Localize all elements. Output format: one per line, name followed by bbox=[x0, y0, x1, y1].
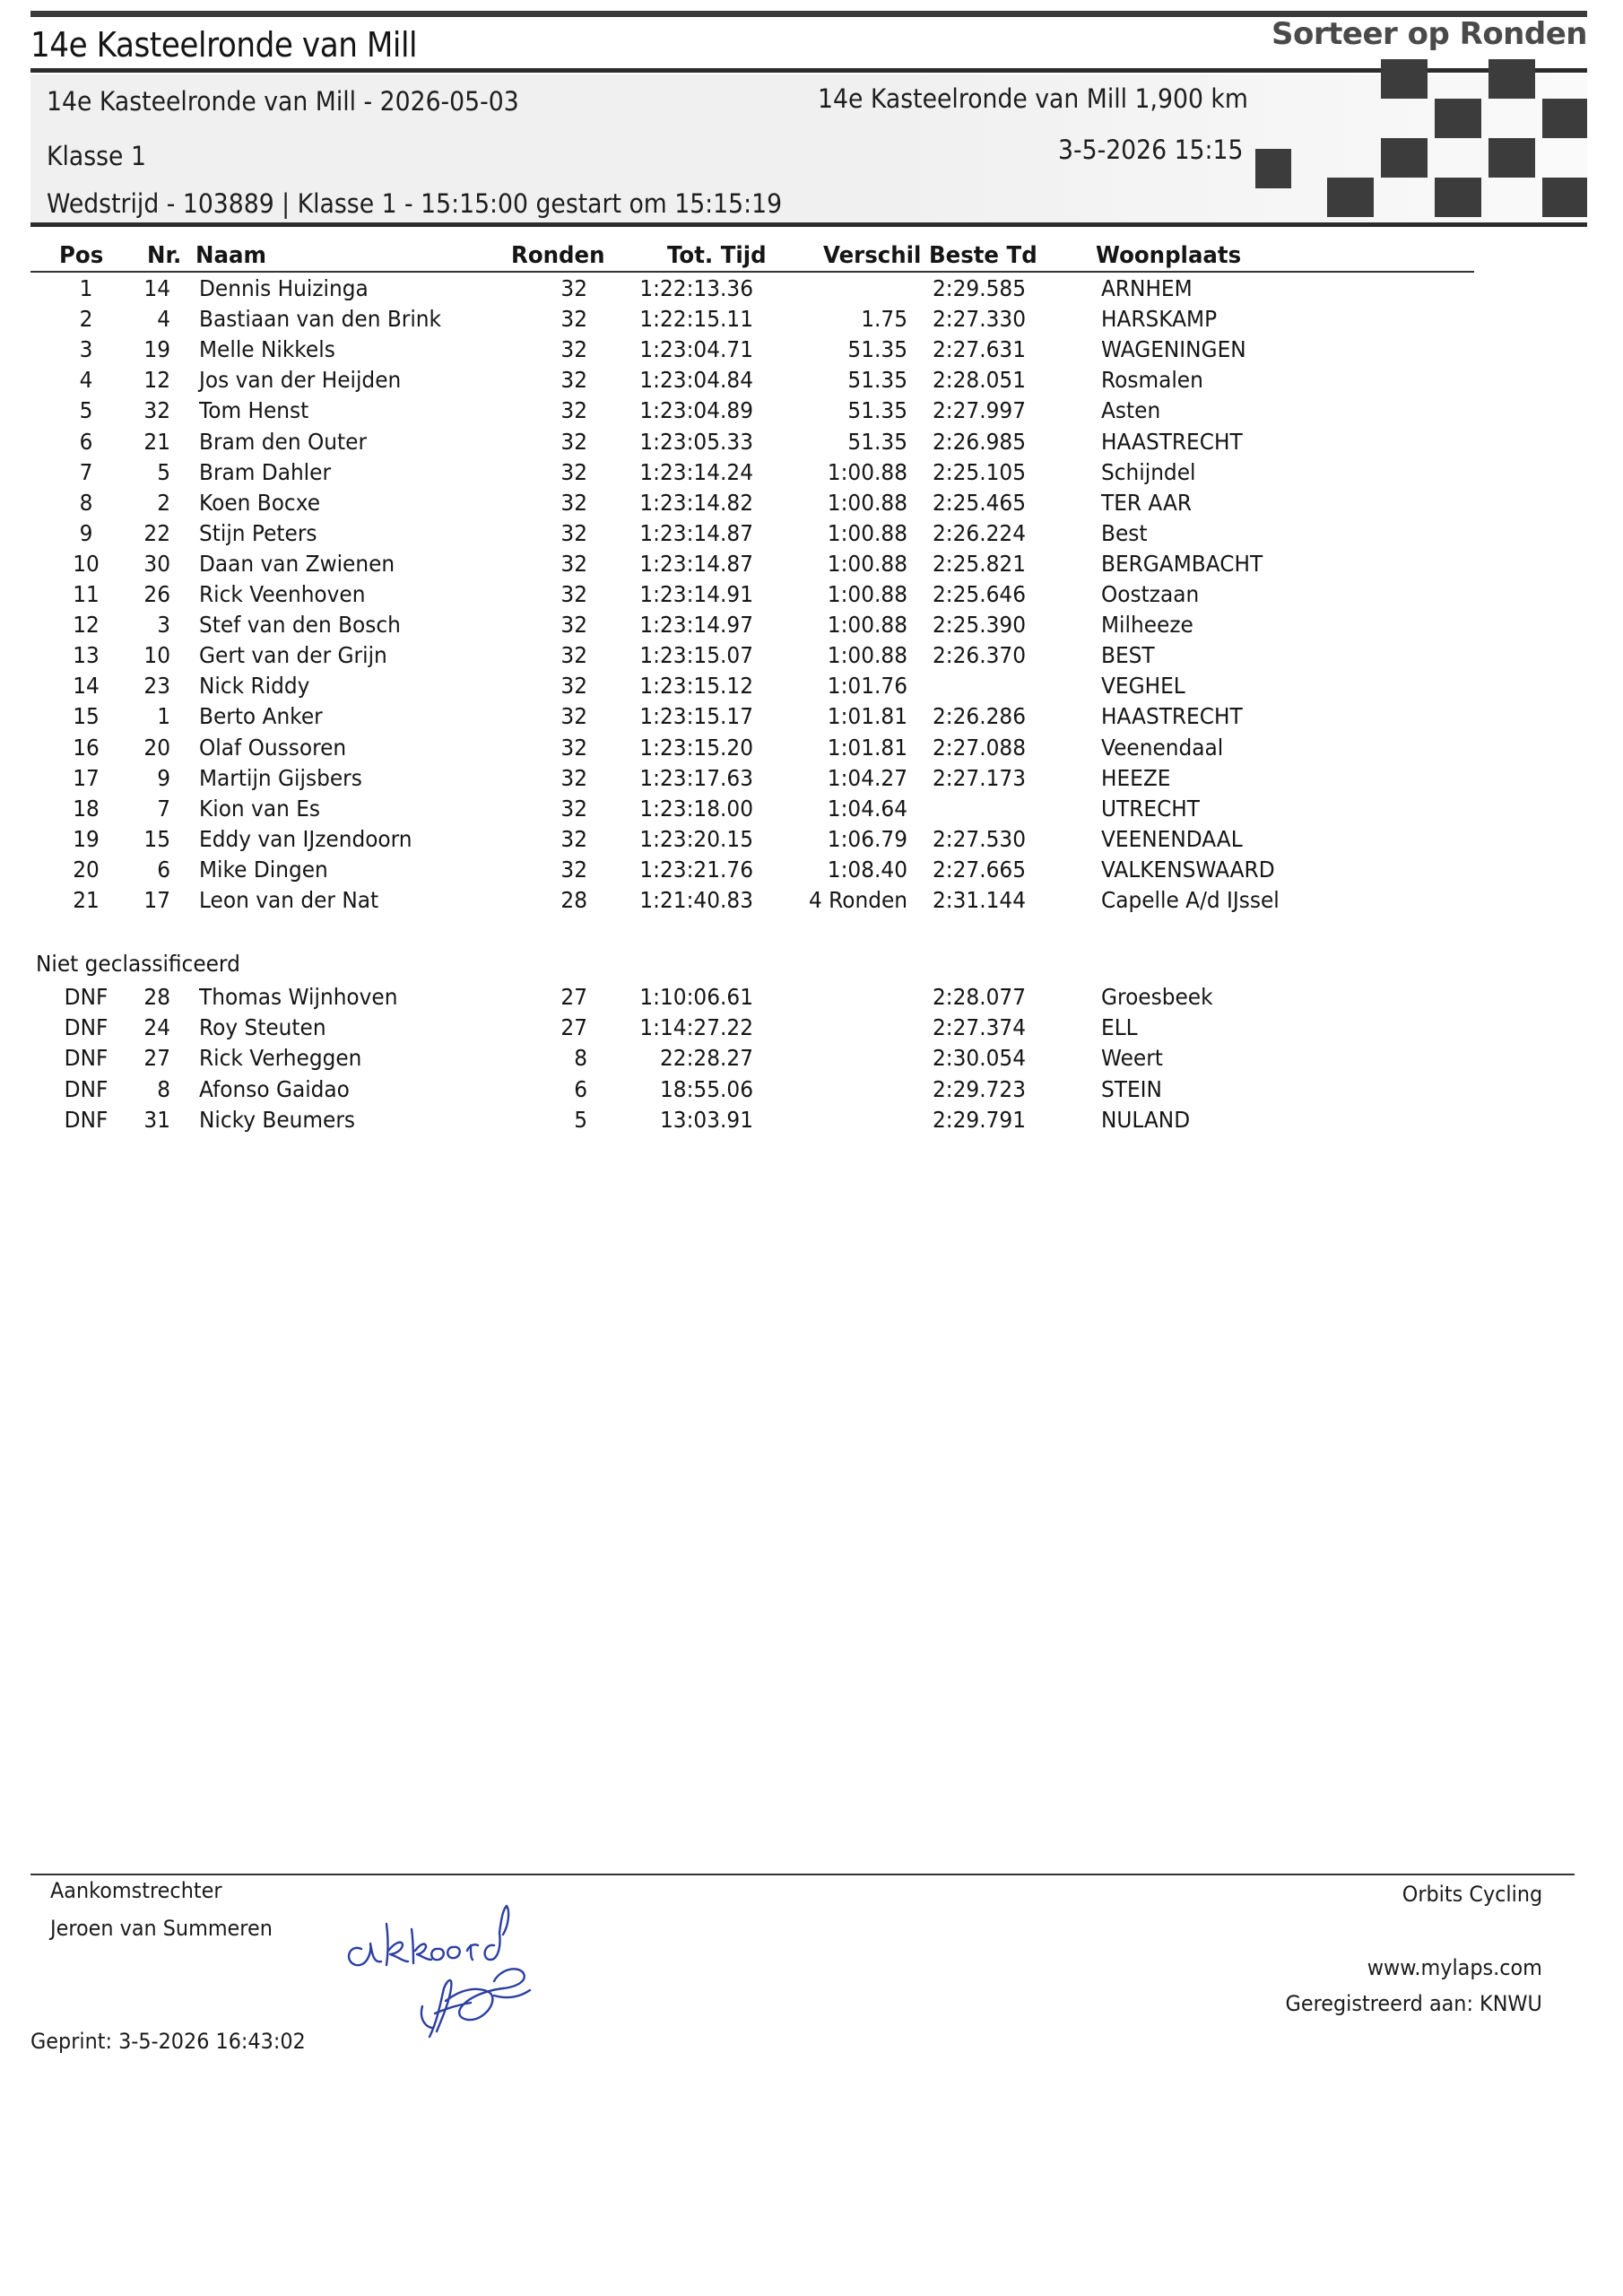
cell-woonplaats: HARSKAMP bbox=[1101, 306, 1218, 333]
cell-ronden: 32 bbox=[560, 489, 587, 516]
cell-nr: 15 bbox=[143, 825, 170, 852]
cell-naam: Kion van Es bbox=[199, 795, 320, 822]
cell-tot-tijd: 1:23:21.76 bbox=[639, 856, 753, 883]
cell-nr: 21 bbox=[143, 428, 170, 455]
cell-ronden: 27 bbox=[560, 984, 587, 1010]
cell-tot-tijd: 1:23:04.71 bbox=[639, 336, 753, 363]
distance-line: 14e Kasteelronde van Mill 1,900 km bbox=[818, 83, 1248, 114]
cell-nr: 5 bbox=[157, 458, 170, 485]
cell-verschil: 1:00.88 bbox=[827, 458, 907, 485]
cell-nr: 7 bbox=[157, 795, 170, 822]
cell-nr: 12 bbox=[143, 367, 170, 394]
cell-woonplaats: Rosmalen bbox=[1101, 367, 1203, 394]
cell-nr: 27 bbox=[143, 1045, 170, 1072]
cell-beste-td: 2:26.224 bbox=[933, 519, 1026, 546]
cell-verschil: 1:01.81 bbox=[827, 703, 907, 730]
cell-tot-tijd: 1:23:20.15 bbox=[639, 825, 753, 852]
cell-naam: Stef van den Bosch bbox=[199, 612, 401, 639]
cell-woonplaats: Oostzaan bbox=[1101, 581, 1200, 607]
cell-pos: 17 bbox=[73, 764, 100, 791]
cell-nr: 2 bbox=[157, 489, 170, 516]
cell-pos: 9 bbox=[79, 519, 93, 546]
page-title: 14e Kasteelronde van Mill bbox=[30, 25, 418, 65]
flag-square bbox=[1435, 178, 1481, 217]
cell-pos: 1 bbox=[79, 275, 93, 301]
cell-beste-td: 2:29.791 bbox=[933, 1106, 1026, 1133]
cell-ronden: 32 bbox=[560, 397, 587, 424]
cell-verschil: 51.35 bbox=[847, 336, 907, 363]
cell-pos: 5 bbox=[79, 397, 93, 424]
cell-tot-tijd: 1:23:14.97 bbox=[639, 612, 753, 639]
cell-beste-td: 2:27.665 bbox=[933, 856, 1026, 883]
cell-beste-td: 2:28.077 bbox=[933, 984, 1026, 1010]
event-line: 14e Kasteelronde van Mill - 2026-05-03 bbox=[47, 86, 519, 117]
header-rule bbox=[30, 271, 1474, 273]
cell-woonplaats: ARNHEM bbox=[1101, 275, 1193, 301]
cell-verschil: 1:04.27 bbox=[827, 764, 907, 791]
cell-ronden: 27 bbox=[560, 1014, 587, 1041]
col-header-tot-tijd: Tot. Tijd bbox=[667, 242, 767, 269]
cell-ronden: 32 bbox=[560, 428, 587, 455]
cell-pos: 20 bbox=[73, 856, 100, 883]
cell-ronden: 32 bbox=[560, 612, 587, 639]
banner-rule bbox=[30, 222, 1587, 227]
cell-verschil: 1:01.81 bbox=[827, 734, 907, 761]
cell-tot-tijd: 1:23:14.82 bbox=[639, 489, 753, 516]
cell-woonplaats: Capelle A/d IJssel bbox=[1101, 887, 1280, 913]
cell-ronden: 5 bbox=[574, 1106, 587, 1133]
cell-tot-tijd: 1:21:40.83 bbox=[639, 887, 753, 913]
col-header-pos: Pos bbox=[59, 242, 104, 269]
cell-naam: Olaf Oussoren bbox=[199, 734, 347, 761]
checkered-flag-icon bbox=[1255, 59, 1587, 222]
cell-naam: Daan van Zwienen bbox=[199, 550, 395, 577]
cell-naam: Thomas Wijnhoven bbox=[199, 984, 398, 1010]
cell-verschil: 1:01.76 bbox=[827, 673, 907, 700]
cell-pos: 18 bbox=[73, 795, 100, 822]
cell-nr: 10 bbox=[143, 642, 170, 669]
cell-beste-td: 2:27.997 bbox=[933, 397, 1026, 424]
cell-beste-td: 2:30.054 bbox=[933, 1045, 1026, 1072]
cell-tot-tijd: 1:23:14.24 bbox=[639, 458, 753, 485]
cell-naam: Dennis Huizinga bbox=[199, 275, 369, 301]
cell-verschil: 1:08.40 bbox=[827, 856, 907, 883]
col-header-ronden: Ronden bbox=[511, 242, 605, 269]
cell-naam: Nick Riddy bbox=[199, 673, 310, 700]
cell-tot-tijd: 1:23:14.87 bbox=[639, 550, 753, 577]
cell-pos: 16 bbox=[73, 734, 100, 761]
cell-woonplaats: Schijndel bbox=[1101, 458, 1196, 485]
cell-ronden: 32 bbox=[560, 825, 587, 852]
cell-pos: 12 bbox=[73, 612, 100, 639]
cell-woonplaats: UTRECHT bbox=[1101, 795, 1200, 822]
cell-naam: Afonso Gaidao bbox=[199, 1075, 350, 1102]
cell-nr: 4 bbox=[157, 306, 170, 333]
cell-naam: Tom Henst bbox=[199, 397, 309, 424]
cell-ronden: 32 bbox=[560, 581, 587, 607]
race-datetime: 3-5-2026 15:15 bbox=[1058, 135, 1244, 165]
cell-ronden: 8 bbox=[574, 1045, 587, 1072]
cell-pos: 14 bbox=[73, 673, 100, 700]
cell-woonplaats: Milheeze bbox=[1101, 612, 1193, 639]
cell-beste-td: 2:29.723 bbox=[933, 1075, 1026, 1102]
flag-square bbox=[1381, 138, 1428, 178]
cell-verschil: 4 Ronden bbox=[808, 887, 907, 913]
cell-pos: 4 bbox=[79, 367, 93, 394]
cell-pos: 7 bbox=[79, 458, 93, 485]
sort-mode-label: Sorteer op Ronden bbox=[1271, 16, 1587, 52]
cell-beste-td: 2:27.088 bbox=[933, 734, 1026, 761]
cell-beste-td: 2:27.530 bbox=[933, 825, 1026, 852]
cell-ronden: 32 bbox=[560, 703, 587, 730]
cell-ronden: 32 bbox=[560, 642, 587, 669]
cell-ronden: 32 bbox=[560, 458, 587, 485]
cell-tot-tijd: 1:23:15.07 bbox=[639, 642, 753, 669]
cell-nr: 1 bbox=[157, 703, 170, 730]
cell-tot-tijd: 1:23:18.00 bbox=[639, 795, 753, 822]
col-header-verschil: Verschil bbox=[823, 242, 922, 269]
cell-woonplaats: BERGAMBACHT bbox=[1101, 550, 1263, 577]
cell-pos: 11 bbox=[73, 581, 100, 607]
cell-beste-td: 2:25.821 bbox=[933, 550, 1026, 577]
cell-tot-tijd: 1:23:15.17 bbox=[639, 703, 753, 730]
cell-verschil: 1:00.88 bbox=[827, 550, 907, 577]
cell-ronden: 32 bbox=[560, 367, 587, 394]
cell-pos: DNF bbox=[64, 1106, 108, 1133]
col-header-beste-td: Beste Td bbox=[929, 242, 1037, 269]
cell-tot-tijd: 1:23:15.20 bbox=[639, 734, 753, 761]
cell-beste-td: 2:25.390 bbox=[933, 612, 1026, 639]
cell-pos: 15 bbox=[73, 703, 100, 730]
handwritten-signature bbox=[336, 1879, 605, 2058]
cell-tot-tijd: 1:14:27.22 bbox=[639, 1014, 753, 1041]
cell-verschil: 1:00.88 bbox=[827, 489, 907, 516]
cell-ronden: 32 bbox=[560, 764, 587, 791]
cell-verschil: 1:00.88 bbox=[827, 519, 907, 546]
cell-nr: 17 bbox=[143, 887, 170, 913]
cell-naam: Leon van der Nat bbox=[199, 887, 379, 913]
cell-nr: 3 bbox=[157, 612, 170, 639]
cell-beste-td: 2:25.646 bbox=[933, 581, 1026, 607]
cell-woonplaats: STEIN bbox=[1101, 1075, 1162, 1102]
cell-ronden: 32 bbox=[560, 306, 587, 333]
cell-woonplaats: Groesbeek bbox=[1101, 984, 1213, 1010]
cell-tot-tijd: 1:10:06.61 bbox=[639, 984, 753, 1010]
cell-naam: Martijn Gijsbers bbox=[199, 764, 362, 791]
cell-pos: 10 bbox=[73, 550, 100, 577]
cell-pos: 2 bbox=[79, 306, 93, 333]
cell-tot-tijd: 1:22:13.36 bbox=[639, 275, 753, 301]
cell-woonplaats: HEEZE bbox=[1101, 764, 1171, 791]
cell-woonplaats: Weert bbox=[1101, 1045, 1163, 1072]
cell-verschil: 1.75 bbox=[861, 306, 907, 333]
cell-pos: 13 bbox=[73, 642, 100, 669]
race-info-line: Wedstrijd - 103889 | Klasse 1 - 15:15:00 gestart om 15:15:19 bbox=[47, 188, 783, 219]
cell-naam: Bram Dahler bbox=[199, 458, 332, 485]
col-header-nr: Nr. bbox=[147, 242, 182, 269]
cell-nr: 31 bbox=[143, 1106, 170, 1133]
cell-woonplaats: VALKENSWAARD bbox=[1101, 856, 1275, 883]
cell-woonplaats: HAASTRECHT bbox=[1101, 703, 1243, 730]
cell-woonplaats: Asten bbox=[1101, 397, 1161, 424]
cell-naam: Eddy van IJzendoorn bbox=[199, 825, 412, 852]
print-timestamp: Geprint: 3-5-2026 16:43:02 bbox=[30, 2029, 306, 2054]
company-name: Orbits Cycling bbox=[1402, 1882, 1542, 1907]
cell-woonplaats: BEST bbox=[1101, 642, 1155, 669]
cell-naam: Koen Bocxe bbox=[199, 489, 321, 516]
cell-verschil: 51.35 bbox=[847, 428, 907, 455]
cell-ronden: 32 bbox=[560, 856, 587, 883]
judge-name: Jeroen van Summeren bbox=[50, 1916, 273, 1941]
registration-line: Geregistreerd aan: KNWU bbox=[1285, 1991, 1542, 2016]
cell-pos: 6 bbox=[79, 428, 93, 455]
cell-woonplaats: VEGHEL bbox=[1101, 673, 1185, 700]
cell-ronden: 32 bbox=[560, 734, 587, 761]
cell-beste-td: 2:28.051 bbox=[933, 367, 1026, 394]
cell-verschil: 1:00.88 bbox=[827, 581, 907, 607]
cell-nr: 32 bbox=[143, 397, 170, 424]
flag-square bbox=[1435, 99, 1481, 138]
cell-naam: Gert van der Grijn bbox=[199, 642, 387, 669]
flag-square bbox=[1488, 59, 1535, 99]
cell-naam: Berto Anker bbox=[199, 703, 323, 730]
col-header-woonplaats: Woonplaats bbox=[1096, 242, 1242, 269]
cell-beste-td: 2:27.374 bbox=[933, 1014, 1026, 1041]
cell-naam: Bastiaan van den Brink bbox=[199, 306, 442, 333]
cell-woonplaats: HAASTRECHT bbox=[1101, 428, 1243, 455]
cell-verschil: 51.35 bbox=[847, 397, 907, 424]
cell-pos: 8 bbox=[79, 489, 93, 516]
cell-nr: 28 bbox=[143, 984, 170, 1010]
flag-square bbox=[1255, 149, 1291, 188]
cell-naam: Rick Verheggen bbox=[199, 1045, 362, 1072]
cell-woonplaats: TER AAR bbox=[1101, 489, 1193, 516]
cell-ronden: 32 bbox=[560, 275, 587, 301]
flag-square bbox=[1381, 59, 1428, 99]
cell-naam: Melle Nikkels bbox=[199, 336, 335, 363]
cell-tot-tijd: 1:23:17.63 bbox=[639, 764, 753, 791]
cell-beste-td: 2:31.144 bbox=[933, 887, 1026, 913]
cell-nr: 20 bbox=[143, 734, 170, 761]
cell-nr: 8 bbox=[157, 1075, 170, 1102]
cell-beste-td: 2:25.465 bbox=[933, 489, 1026, 516]
cell-nr: 19 bbox=[143, 336, 170, 363]
cell-verschil: 51.35 bbox=[847, 367, 907, 394]
cell-ronden: 32 bbox=[560, 795, 587, 822]
cell-pos: 3 bbox=[79, 336, 93, 363]
cell-pos: DNF bbox=[64, 1014, 108, 1041]
cell-woonplaats: NULAND bbox=[1101, 1106, 1191, 1133]
cell-woonplaats: ELL bbox=[1101, 1014, 1138, 1041]
cell-nr: 24 bbox=[143, 1014, 170, 1041]
cell-ronden: 32 bbox=[560, 550, 587, 577]
cell-beste-td: 2:29.585 bbox=[933, 275, 1026, 301]
cell-nr: 6 bbox=[157, 856, 170, 883]
cell-naam: Jos van der Heijden bbox=[199, 367, 402, 394]
cell-tot-tijd: 1:23:05.33 bbox=[639, 428, 753, 455]
cell-tot-tijd: 1:23:15.12 bbox=[639, 673, 753, 700]
cell-pos: DNF bbox=[64, 1075, 108, 1102]
unclassified-heading: Niet geclassificeerd bbox=[36, 951, 240, 977]
cell-verschil: 1:00.88 bbox=[827, 612, 907, 639]
cell-beste-td: 2:26.286 bbox=[933, 703, 1026, 730]
cell-pos: 19 bbox=[73, 825, 100, 852]
col-header-naam: Naam bbox=[195, 242, 266, 269]
cell-verschil: 1:04.64 bbox=[827, 795, 907, 822]
cell-verschil: 1:00.88 bbox=[827, 642, 907, 669]
cell-ronden: 6 bbox=[574, 1075, 587, 1102]
cell-ronden: 28 bbox=[560, 887, 587, 913]
cell-nr: 9 bbox=[157, 764, 170, 791]
cell-pos: DNF bbox=[64, 984, 108, 1010]
flag-square bbox=[1327, 178, 1374, 217]
cell-tot-tijd: 22:28.27 bbox=[660, 1045, 753, 1072]
cell-pos: DNF bbox=[64, 1045, 108, 1072]
cell-beste-td: 2:27.330 bbox=[933, 306, 1026, 333]
cell-tot-tijd: 1:23:04.89 bbox=[639, 397, 753, 424]
cell-woonplaats: VEENENDAAL bbox=[1101, 825, 1243, 852]
cell-naam: Mike Dingen bbox=[199, 856, 328, 883]
cell-beste-td: 2:27.173 bbox=[933, 764, 1026, 791]
cell-tot-tijd: 1:23:14.87 bbox=[639, 519, 753, 546]
cell-tot-tijd: 13:03.91 bbox=[660, 1106, 753, 1133]
cell-woonplaats: Veenendaal bbox=[1101, 734, 1224, 761]
cell-ronden: 32 bbox=[560, 336, 587, 363]
cell-ronden: 32 bbox=[560, 519, 587, 546]
cell-tot-tijd: 1:22:15.11 bbox=[639, 306, 753, 333]
footer-rule bbox=[30, 1874, 1575, 1875]
cell-nr: 30 bbox=[143, 550, 170, 577]
cell-naam: Nicky Beumers bbox=[199, 1106, 356, 1133]
cell-naam: Bram den Outer bbox=[199, 428, 368, 455]
cell-pos: 21 bbox=[73, 887, 100, 913]
cell-woonplaats: WAGENINGEN bbox=[1101, 336, 1246, 363]
cell-beste-td: 2:26.985 bbox=[933, 428, 1026, 455]
class-line: Klasse 1 bbox=[47, 141, 146, 171]
website: www.mylaps.com bbox=[1367, 1955, 1542, 1980]
flag-square bbox=[1488, 138, 1535, 178]
cell-tot-tijd: 18:55.06 bbox=[660, 1075, 753, 1102]
cell-nr: 22 bbox=[143, 519, 170, 546]
judge-label: Aankomstrechter bbox=[50, 1878, 222, 1903]
cell-ronden: 32 bbox=[560, 673, 587, 700]
cell-tot-tijd: 1:23:04.84 bbox=[639, 367, 753, 394]
flag-square bbox=[1542, 99, 1587, 138]
cell-naam: Rick Veenhoven bbox=[199, 581, 366, 607]
cell-verschil: 1:06.79 bbox=[827, 825, 907, 852]
cell-nr: 23 bbox=[143, 673, 170, 700]
cell-beste-td: 2:25.105 bbox=[933, 458, 1026, 485]
cell-nr: 14 bbox=[143, 275, 170, 301]
cell-woonplaats: Best bbox=[1101, 519, 1148, 546]
cell-naam: Roy Steuten bbox=[199, 1014, 326, 1041]
cell-naam: Stijn Peters bbox=[199, 519, 317, 546]
cell-nr: 26 bbox=[143, 581, 170, 607]
cell-beste-td: 2:26.370 bbox=[933, 642, 1026, 669]
cell-beste-td: 2:27.631 bbox=[933, 336, 1026, 363]
flag-square bbox=[1542, 178, 1587, 217]
cell-tot-tijd: 1:23:14.91 bbox=[639, 581, 753, 607]
